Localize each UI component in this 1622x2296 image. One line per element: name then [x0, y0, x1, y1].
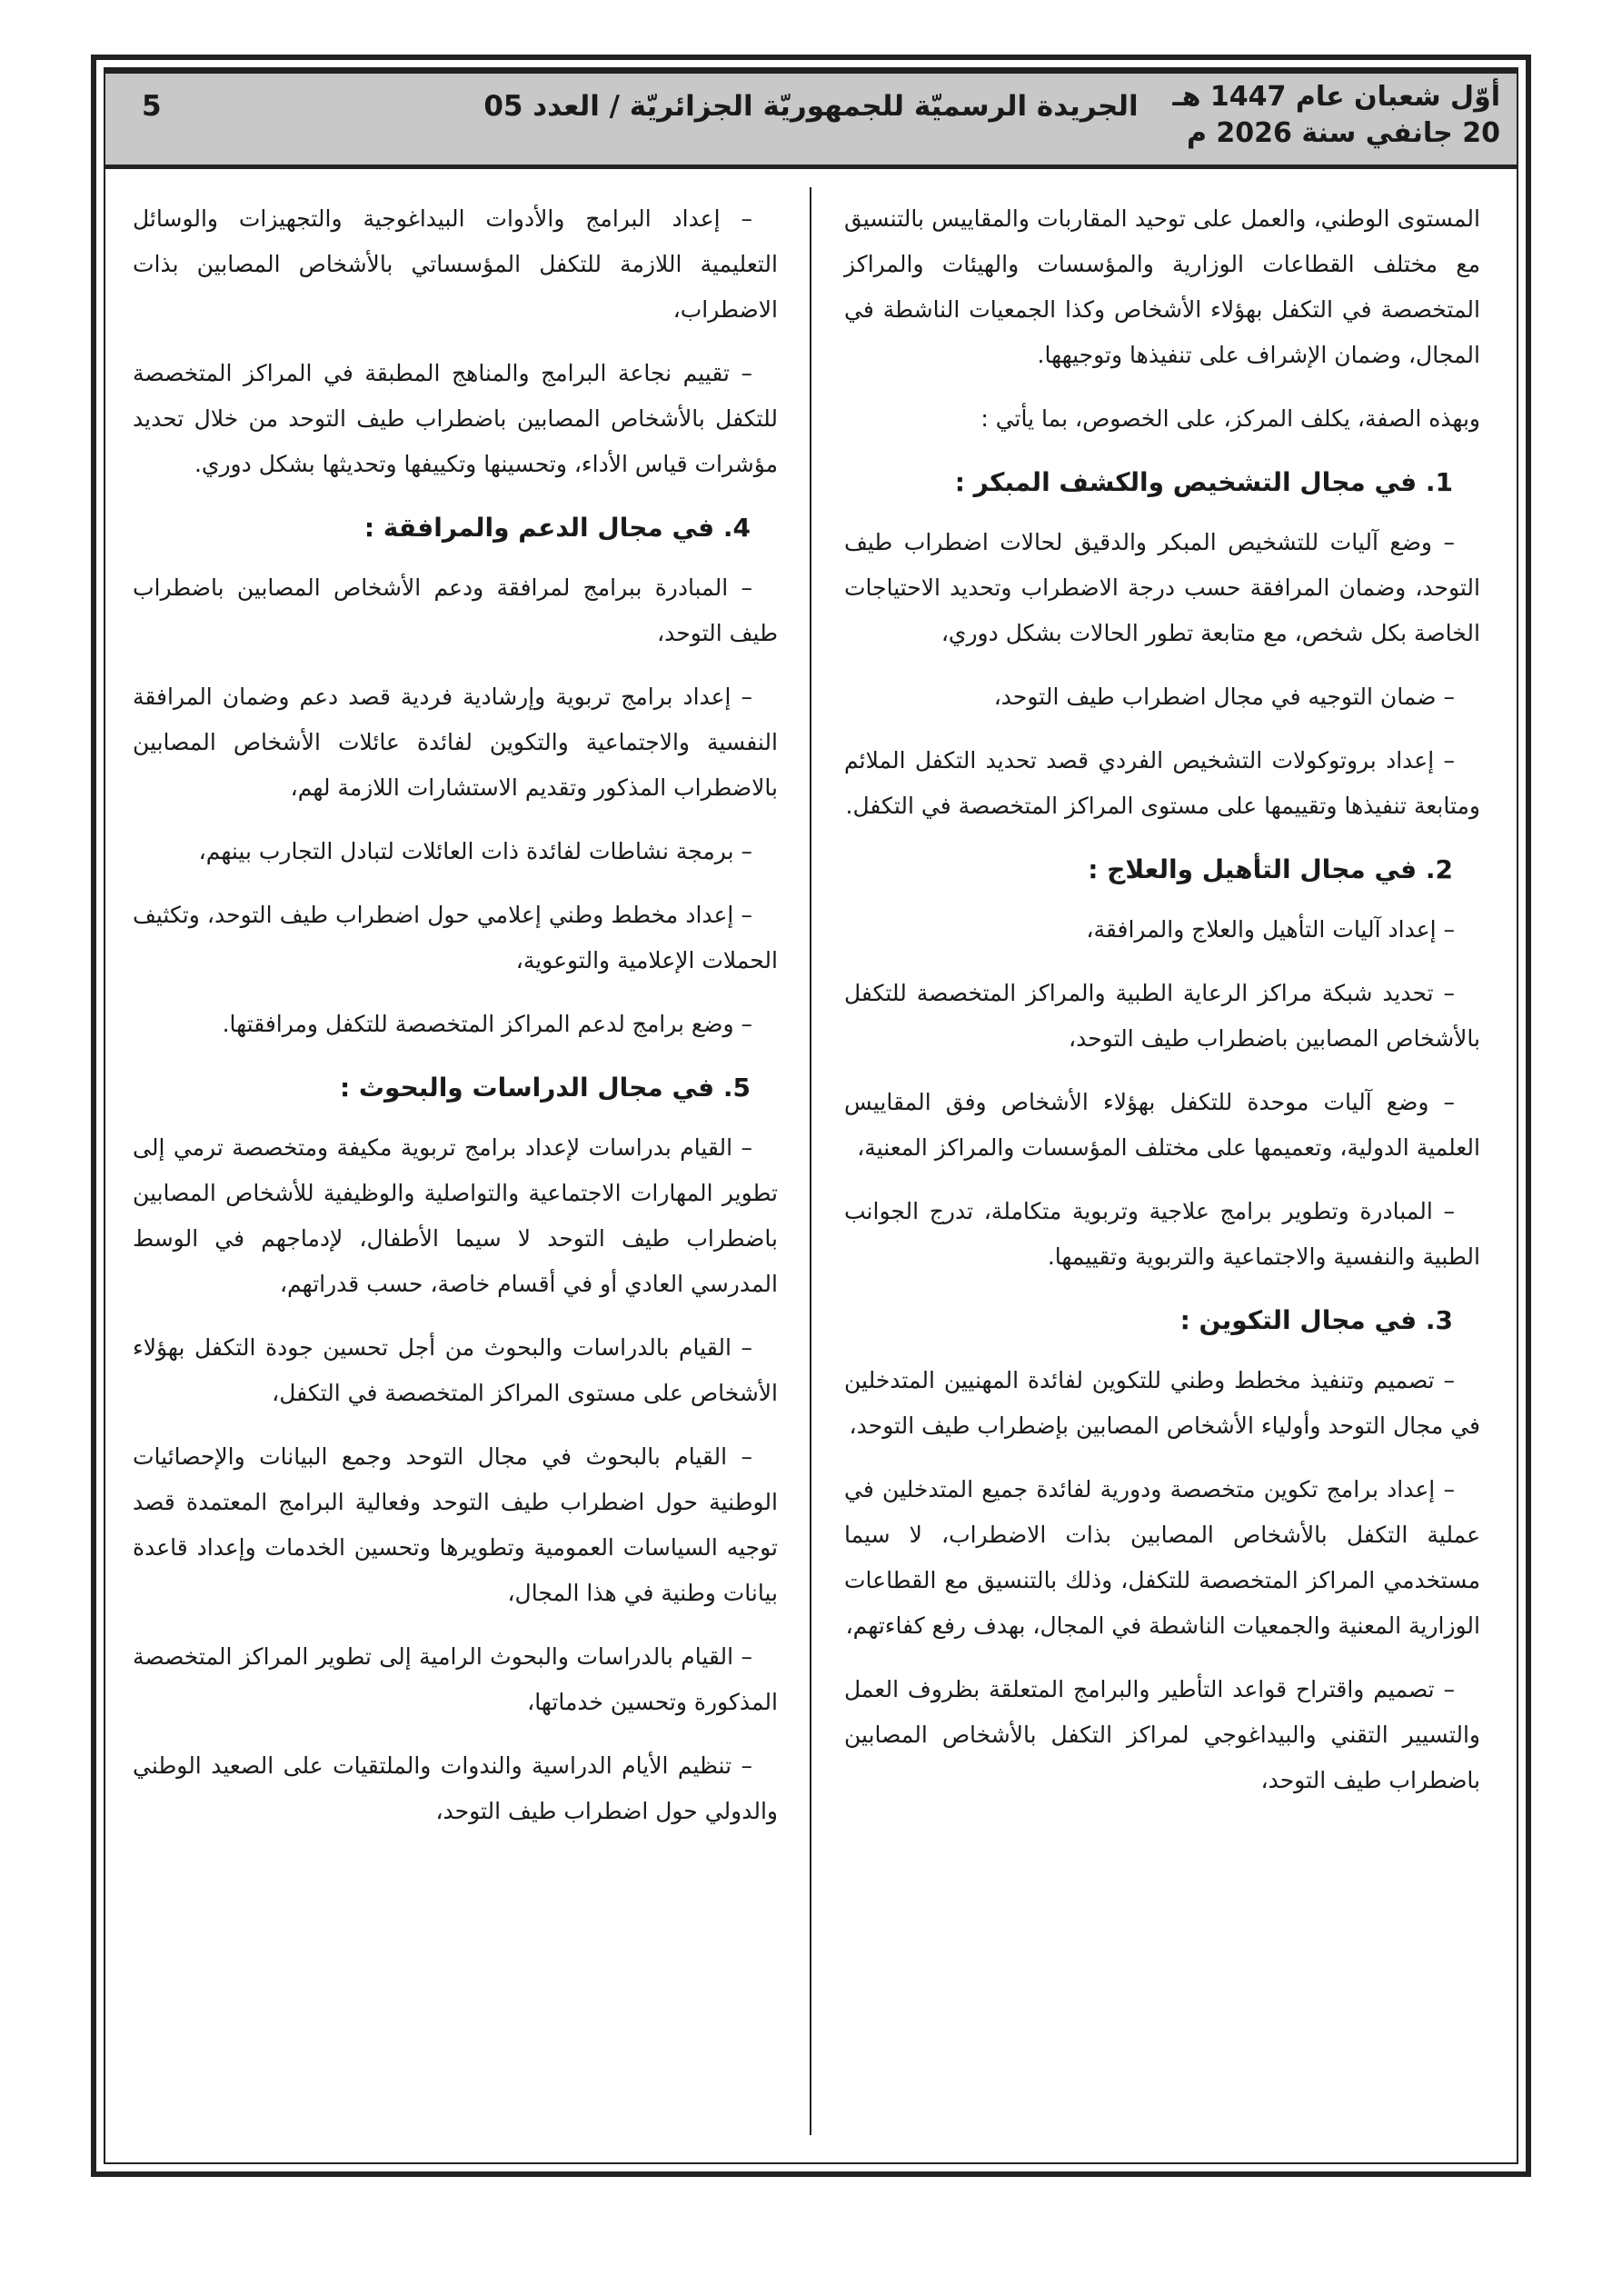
section-heading: 3. في مجال التكوين : [1179, 1305, 1453, 1335]
hijri-date: أوّل شعبان عام 1447 هـ [1172, 81, 1500, 113]
journal-title: الجريدة الرسميّة للجمهوريّة الجزائريّة / العدد 05 [483, 90, 1139, 123]
gregorian-date: 20 جانفي سنة 2026 م [1186, 117, 1500, 149]
paragraph: – وضع آليات للتشخيص المبكر والدقيق لحالات اضطراب طيف التوحد، وضمان المرافقة حسب درجة الاضطراب وتحديد الاحتياجات الخاصة بكل شخص، مع متابعة تطور الحالات بشكل دوري، [844, 529, 1480, 646]
paragraph: – إعداد مخطط وطني إعلامي حول اضطراب طيف التوحد، وتكثيف الحملات الإعلامية والتوعوية، [133, 902, 778, 973]
page-inner-frame [104, 67, 1518, 2164]
paragraph: – وضع برامج لدعم المراكز المتخصصة للتكفل ومرافقتها. [222, 1011, 752, 1037]
page-frame [91, 55, 1531, 2177]
section-heading: 2. في مجال التأهيل والعلاج : [1088, 854, 1453, 884]
journal-header [105, 69, 1517, 169]
paragraph: – القيام بدراسات لإعداد برامج تربوية مكيفة ومتخصصة ترمي إلى تطوير المهارات الاجتماعية والتواصلية والوظيفية للأشخاص المصابين باضطراب طيف التوحد لا سيما الأطفال، لإدماجهم في الوسط المدرسي العادي أو في أقسام خاصة، حسب قدراتهم، [133, 1134, 778, 1297]
paragraph: – تصميم وتنفيذ مخطط وطني للتكوين لفائدة المهنيين المتدخلين في مجال التوحد وأولياء الأشخاص المصابين بإضطراب طيف التوحد، [844, 1367, 1480, 1439]
paragraph: – القيام بالبحوث في مجال التوحد وجمع البيانات والإحصائيات الوطنية حول اضطراب طيف التوحد وفعالية البرامج المعتمدة قصد توجيه السياسات العمومية وتطويرها وتحسين الخدمات وإعداد قاعدة بيانات وطنية في هذا المجال، [133, 1443, 778, 1606]
section-heading: 4. في مجال الدعم والمرافقة : [363, 513, 751, 543]
paragraph: – إعداد برامج تربوية وإرشادية فردية قصد دعم وضمان المرافقة النفسية والاجتماعية والتكوين لفائدة عائلات الأشخاص المصابين بالاضطراب المذكور وتقديم الاستشارات اللازمة لهم، [133, 684, 778, 801]
paragraph: وبهذه الصفة، يكلف المركز، على الخصوص، بما يأتي : [980, 405, 1480, 432]
paragraph: – تنظيم الأيام الدراسية والندوات والملتقيات على الصعيد الوطني والدولي حول اضطراب طيف التوحد، [133, 1752, 778, 1824]
column-divider [810, 187, 811, 2135]
paragraph: – القيام بالدراسات والبحوث الرامية إلى تطوير المراكز المتخصصة المذكورة وتحسين خدماتها، [133, 1643, 778, 1715]
section-heading: 1. في مجال التشخيص والكشف المبكر : [954, 467, 1453, 497]
section-heading: 5. في مجال الدراسات والبحوث : [339, 1073, 751, 1103]
paragraph: – تحديد شبكة مراكز الرعاية الطبية والمراكز المتخصصة للتكفل بالأشخاص المصابين باضطراب طيف التوحد، [844, 980, 1480, 1052]
paragraph: – إعداد آليات التأهيل والعلاج والمرافقة، [1086, 916, 1455, 943]
paragraph: – تصميم واقتراح قواعد التأطير والبرامج المتعلقة بظروف العمل والتسيير التقني والبيداغوجي لمراكز التكفل بالأشخاص المصابين باضطراب طيف التوحد، [844, 1676, 1480, 1793]
paragraph: – إعداد بروتوكولات التشخيص الفردي قصد تحديد التكفل الملائم ومتابعة تنفيذها وتقييمها على مستوى المراكز المتخصصة في التكفل. [844, 747, 1480, 819]
paragraph: – القيام بالدراسات والبحوث من أجل تحسين جودة التكفل بهؤلاء الأشخاص على مستوى المراكز المتخصصة في التكفل، [133, 1334, 778, 1406]
paragraph: – تقييم نجاعة البرامج والمناهج المطبقة في المراكز المتخصصة للتكفل بالأشخاص المصابين باضطراب طيف التوحد من خلال تحديد مؤشرات قياس الأداء، وتحسينها وتكييفها وتحديثها بشكل دوري. [133, 360, 778, 477]
paragraph: – برمجة نشاطات لفائدة ذات العائلات لتبادل التجارب بينهم، [198, 838, 752, 864]
paragraph: – المبادرة ببرامج لمرافقة ودعم الأشخاص المصابين باضطراب طيف التوحد، [133, 574, 778, 646]
paragraph: – إعداد برامج تكوين متخصصة ودورية لفائدة جميع المتدخلين في عملية التكفل بالأشخاص المصابين بذات الاضطراب، لا سيما مستخدمي المراكز المتخصصة للتكفل، وذلك بالتنسيق مع القطاعات الوزارية المعنية والجمعيات الناشطة في المجال، بهدف رفع كفاءتهم، [844, 1476, 1480, 1639]
paragraph: – إعداد البرامج والأدوات البيداغوجية والتجهيزات والوسائل التعليمية اللازمة للتكفل المؤسساتي بالأشخاص المصابين بذات الاضطراب، [133, 205, 778, 323]
right-column [844, 196, 1480, 1822]
paragraph: – وضع آليات موحدة للتكفل بهؤلاء الأشخاص وفق المقاييس العلمية الدولية، وتعميمها على مختلف المؤسسات والمراكز المعنية، [844, 1089, 1480, 1161]
paragraph: – ضمان التوجيه في مجال اضطراب طيف التوحد، [993, 684, 1455, 710]
paragraph: المستوى الوطني، والعمل على توحيد المقاربات والمقاييس بالتنسيق مع مختلف القطاعات الوزارية والمؤسسات والهيئات والمراكز المتخصصة في التكفل بهؤلاء الأشخاص وكذا الجمعيات الناشطة في المجال، وضمان الإشراف على تنفيذها وتوجيهها. [844, 205, 1480, 368]
page-number: 5 [142, 90, 162, 123]
left-column [133, 196, 778, 1852]
paragraph: – المبادرة وتطوير برامج علاجية وتربوية متكاملة، تدرج الجوانب الطبية والنفسية والاجتماعية والتربوية وتقييمها. [844, 1198, 1480, 1270]
